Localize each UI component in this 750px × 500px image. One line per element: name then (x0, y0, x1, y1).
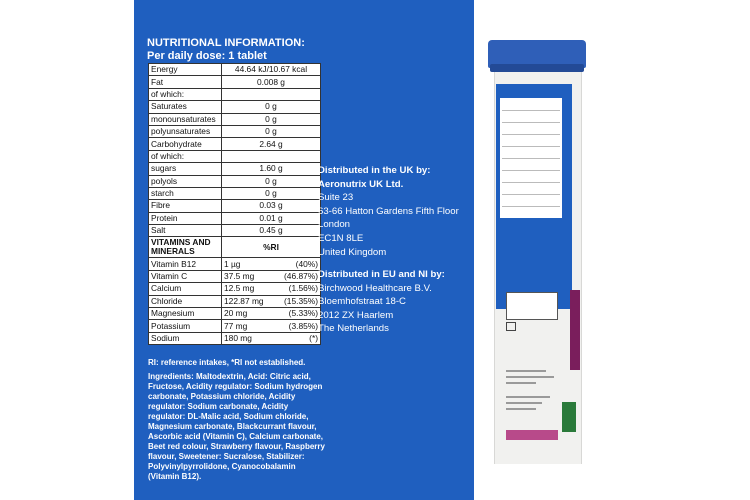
nutrient-name: polyunsaturates (149, 125, 222, 137)
nutrient-name: starch (149, 187, 222, 199)
tube-pink-label (506, 430, 558, 440)
nutrition-row (149, 200, 321, 212)
nutrient-value (222, 88, 321, 100)
tube-text-line (506, 408, 536, 410)
vitamin-value: 37.5 mg (222, 270, 275, 282)
nutrition-row (149, 163, 321, 175)
vitamin-row (149, 258, 321, 270)
nutrient-value: 0 g (222, 101, 321, 113)
vitamins-header-label: VITAMINS AND MINERALS (149, 237, 222, 258)
nutrient-value: 44.64 kJ/10.67 kcal (222, 64, 321, 76)
nutrition-row (149, 175, 321, 187)
green-badge-icon (562, 402, 576, 432)
vitamin-value: 77 mg (222, 320, 275, 332)
nutrient-value: 0.01 g (222, 212, 321, 224)
vitamin-row (149, 332, 321, 344)
nutrient-value: 2.64 g (222, 138, 321, 150)
nutrient-value: 0 g (222, 175, 321, 187)
product-label-panel (134, 0, 474, 500)
nutrient-value: 0.03 g (222, 200, 321, 212)
nutrition-table (148, 63, 321, 345)
vitamins-header-ri: %RI (222, 237, 321, 258)
uk-address-line: London (318, 219, 351, 231)
nutrient-name: Salt (149, 225, 222, 237)
vitamin-name: Chloride (149, 295, 222, 307)
nutrient-value: 0.45 g (222, 225, 321, 237)
vitamin-row (149, 295, 321, 307)
vitamin-row (149, 283, 321, 295)
nutrient-name: polyols (149, 175, 222, 187)
tube-text-line (506, 382, 536, 384)
vitamin-ri: (46.87%) (274, 270, 320, 282)
vitamin-ri: (15.35%) (274, 295, 320, 307)
ri-note: RI: reference intakes, *RI not established. (148, 358, 306, 367)
vitamin-name: Magnesium (149, 308, 222, 320)
tube-cap-rim (490, 64, 584, 72)
eu-address-line: Bloemhofstraat 18-C (318, 296, 406, 308)
nutrition-row (149, 101, 321, 113)
uk-distributor (318, 164, 468, 259)
tube-table-line (502, 146, 560, 147)
nutrient-name: Fat (149, 76, 222, 88)
uk-address-line: EC1N 8LE (318, 232, 364, 244)
nutrient-value: 0 g (222, 125, 321, 137)
vitamin-ri: (1.56%) (274, 283, 320, 295)
tube-warning-box (506, 292, 558, 320)
uk-address-line: Suite 23 (318, 192, 354, 204)
nutrition-row (149, 138, 321, 150)
nutrient-name: Saturates (149, 101, 222, 113)
tube-table-line (502, 134, 560, 135)
vitamin-name: Calcium (149, 283, 222, 295)
nutrient-name: Protein (149, 212, 222, 224)
tube-table-line (502, 194, 560, 195)
nutrition-row (149, 187, 321, 199)
nutrient-name: of which: (149, 88, 222, 100)
vitamin-row (149, 270, 321, 282)
nutrient-value: 0 g (222, 113, 321, 125)
nutrition-row (149, 113, 321, 125)
nutrition-heading-dose: Per daily dose: 1 tablet (147, 50, 267, 62)
nutrition-row (149, 88, 321, 100)
eu-distributor-heading: Distributed in EU and NI by: (318, 269, 445, 280)
nutrient-value: 1.60 g (222, 163, 321, 175)
vitamin-ri: (*) (274, 332, 320, 344)
vitamin-value: 1 µg (222, 258, 275, 270)
tube-text-line (506, 396, 550, 398)
vitamin-row (149, 320, 321, 332)
nutrient-name: of which: (149, 150, 222, 162)
tube-table-line (502, 170, 560, 171)
nutrition-row (149, 150, 321, 162)
nutrient-name: Carbohydrate (149, 138, 222, 150)
vitamin-value: 12.5 mg (222, 283, 275, 295)
vitamin-ri: (5.33%) (274, 308, 320, 320)
vitamin-ri: (40%) (274, 258, 320, 270)
vitamin-name: Potassium (149, 320, 222, 332)
nutrition-row (149, 225, 321, 237)
nutrition-heading-title: NUTRITIONAL INFORMATION: (147, 37, 305, 49)
vitamins-header-row (149, 237, 321, 258)
vitamin-name: Vitamin C (149, 270, 222, 282)
tube-table-line (502, 182, 560, 183)
tube-table-line (502, 110, 560, 111)
eu-distributor (318, 268, 468, 336)
nutrient-value: 0.008 g (222, 76, 321, 88)
uk-address-line: United Kingdom (318, 246, 387, 258)
nutrient-name: Energy (149, 64, 222, 76)
nutrition-row (149, 212, 321, 224)
eu-address-line: 2012 ZX Haarlem (318, 309, 394, 321)
recycle-icon (506, 322, 516, 331)
tube-table-line (502, 122, 560, 123)
nutrient-name: sugars (149, 163, 222, 175)
nutrition-row (149, 64, 321, 76)
eu-address-line: The Netherlands (318, 323, 389, 335)
vitamin-value: 20 mg (222, 308, 275, 320)
nutrient-name: monounsaturates (149, 113, 222, 125)
nutrition-row (149, 125, 321, 137)
tube-accent-stripe (570, 290, 580, 370)
eu-address-line: Birchwood Healthcare B.V. (318, 282, 432, 294)
vitamin-row (149, 308, 321, 320)
tablet-tube-image (488, 40, 586, 470)
vitamin-value: 180 mg (222, 332, 275, 344)
vitamin-name: Sodium (149, 332, 222, 344)
ingredients-text: Ingredients: Maltodextrin, Acid: Citric acid, Fructose, Acidity regulator: Sodium hydrogen carbonate, Potassium chloride, Acidity regulator: Sodium carbonate, Acidity regulator: DL-Malic acid, Sodium chloride, Magnesium carbonate, Blackcurrant flavour, Ascorbic acid (Vitamin C), Calcium carbonate, Beet red colour, Strawberry flavour, Raspberry flavour, Sweetener: Sucralose, Stabilizer: Polyvinylpyrrolidone, Cyanocobalamin (Vitamin B12). (148, 372, 325, 481)
tube-table-line (502, 206, 560, 207)
nutrient-name: Fibre (149, 200, 222, 212)
nutrition-heading (147, 37, 305, 63)
uk-distributor-company: Aeronutrix UK Ltd. (318, 178, 404, 190)
tube-table-line (502, 158, 560, 159)
tube-text-line (506, 402, 542, 404)
tube-text-line (506, 370, 546, 372)
tube-text-line (506, 376, 554, 378)
nutrient-value (222, 150, 321, 162)
vitamin-name: Vitamin B12 (149, 258, 222, 270)
vitamin-ri: (3.85%) (274, 320, 320, 332)
nutrition-row (149, 76, 321, 88)
uk-distributor-heading: Distributed in the UK by: (318, 165, 431, 176)
nutrient-value: 0 g (222, 187, 321, 199)
uk-address-line: 63-66 Hatton Gardens Fifth Floor (318, 205, 459, 217)
vitamin-value: 122.87 mg (222, 295, 275, 307)
